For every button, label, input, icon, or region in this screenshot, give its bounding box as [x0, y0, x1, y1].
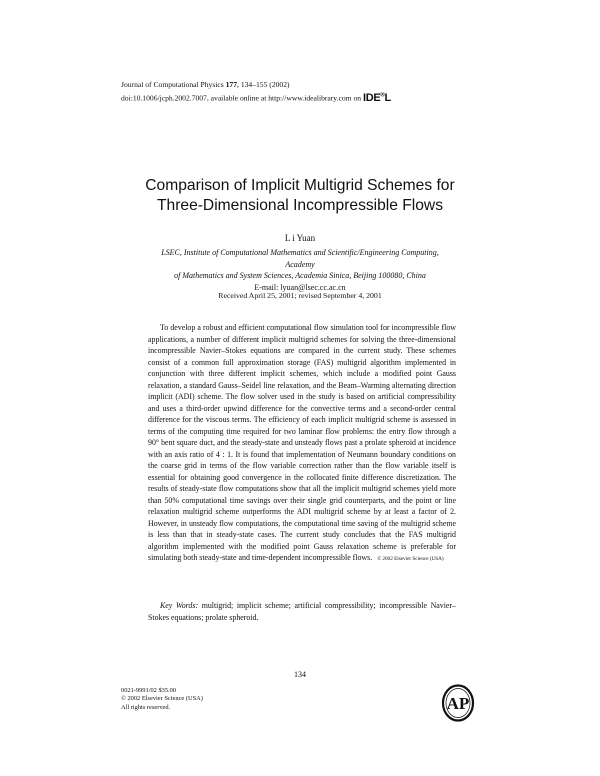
publisher-logo-text: AP: [446, 694, 470, 713]
page-number: 134: [294, 670, 306, 679]
journal-pages: , 134–155 (2002): [237, 80, 290, 89]
abstract-text: To develop a robust and efficient computational flow simulation tool for incompressible flow applications, a number of different implicit multigrid schemes for solving the three-dimensional incompressible Navier–Stokes equations are compared in the current study. These schemes consist of a common full approximation storage (FAS) multigrid algorithm implemented in conjunction with three different implicit schemes, which include a modified point Gauss relaxation, a standard Gauss–Seidel line relaxation, and the Beam–Warming alternating direction implicit (ADI) scheme. The flow solver used in the study is based on artificial compressibility and uses a third-order upwind difference for the convective terms and a second-order central difference for the viscous terms. The efficiency of each implicit multigrid scheme is assessed in terms of the computing time required for two laminar flow problems: the entry flow through a 90° bent square duct, and the steady-state and unsteady flows past a prolate spheroid at incidence with an axis ratio of 4 : 1. It is found that implementation of Neumann boundary conditions on the coarse grid in terms of the flow variable correction rather than the flow variable itself is essential for obtaining good convergence in the collocated finite difference discretization. The results of steady-state flow computations show that all the implicit multigrid schemes yield more than 50% computational time savings over their single grid counterparts, and the point or line relaxation multigrid scheme outperforms the ADI multigrid scheme by at least a factor of 2. However, in unsteady flow computations, the computational time saving of the multigrid scheme is less than that in steady-state cases. The current study concludes that the FAS multigrid algorithm implemented with the modified point Gauss relaxation scheme is preferable for simulating both steady-state and time-dependent incompressible flows.: [148, 323, 456, 562]
ideal-logo: [363, 92, 391, 104]
abstract-copyright: © 2002 Elsevier Science (USA): [377, 556, 444, 562]
ideal-logo-letter: L: [384, 91, 391, 104]
title-line-2: Three-Dimensional Incompressible Flows: [157, 197, 443, 214]
footer-info: [121, 687, 321, 712]
publisher-logo-icon: [441, 683, 475, 723]
journal-name: Journal of Computational Physics: [121, 80, 226, 89]
footer-copyright: © 2002 Elsevier Science (USA): [121, 695, 203, 703]
keywords-label: Key Words:: [160, 601, 199, 610]
author: L i Yuan: [284, 233, 316, 243]
doi-text: doi:10.1006/jcph.2002.7007, available online at http://www.idealibrary.com on: [121, 93, 362, 103]
affiliation-line-2: of Mathematics and System Sciences, Academia Sinica, Beijing 100080, China: [174, 271, 426, 281]
received-dates: Received April 25, 2001; revised September 4, 2001: [218, 291, 382, 300]
ideal-logo-mark: ®: [380, 92, 385, 98]
keywords: [148, 600, 456, 623]
paper-title: [60, 176, 540, 216]
doi-line: [121, 90, 541, 104]
footer-issn: 0021-9991/02 $35.00: [121, 687, 177, 694]
journal-citation: [121, 80, 541, 90]
affiliation-line-1: LSEC, Institute of Computational Mathematics and Scientific/Engineering Computing, Academy: [161, 248, 439, 269]
journal-header: [121, 80, 541, 104]
journal-volume: 177: [225, 80, 238, 89]
title-line-1: Comparison of Implicit Multigrid Schemes for: [145, 177, 455, 194]
author-email: E-mail: lyuan@lsec.cc.ac.cn: [254, 282, 346, 292]
affiliation: [150, 247, 450, 293]
ideal-logo-text: IDE: [362, 91, 381, 104]
keywords-text: multigrid; implicit scheme; artificial compressibility; incompressible Navier–Stokes equations; prolate spheroid.: [148, 601, 456, 622]
abstract: [148, 322, 456, 566]
footer-rights: All rights reserved.: [121, 703, 171, 711]
